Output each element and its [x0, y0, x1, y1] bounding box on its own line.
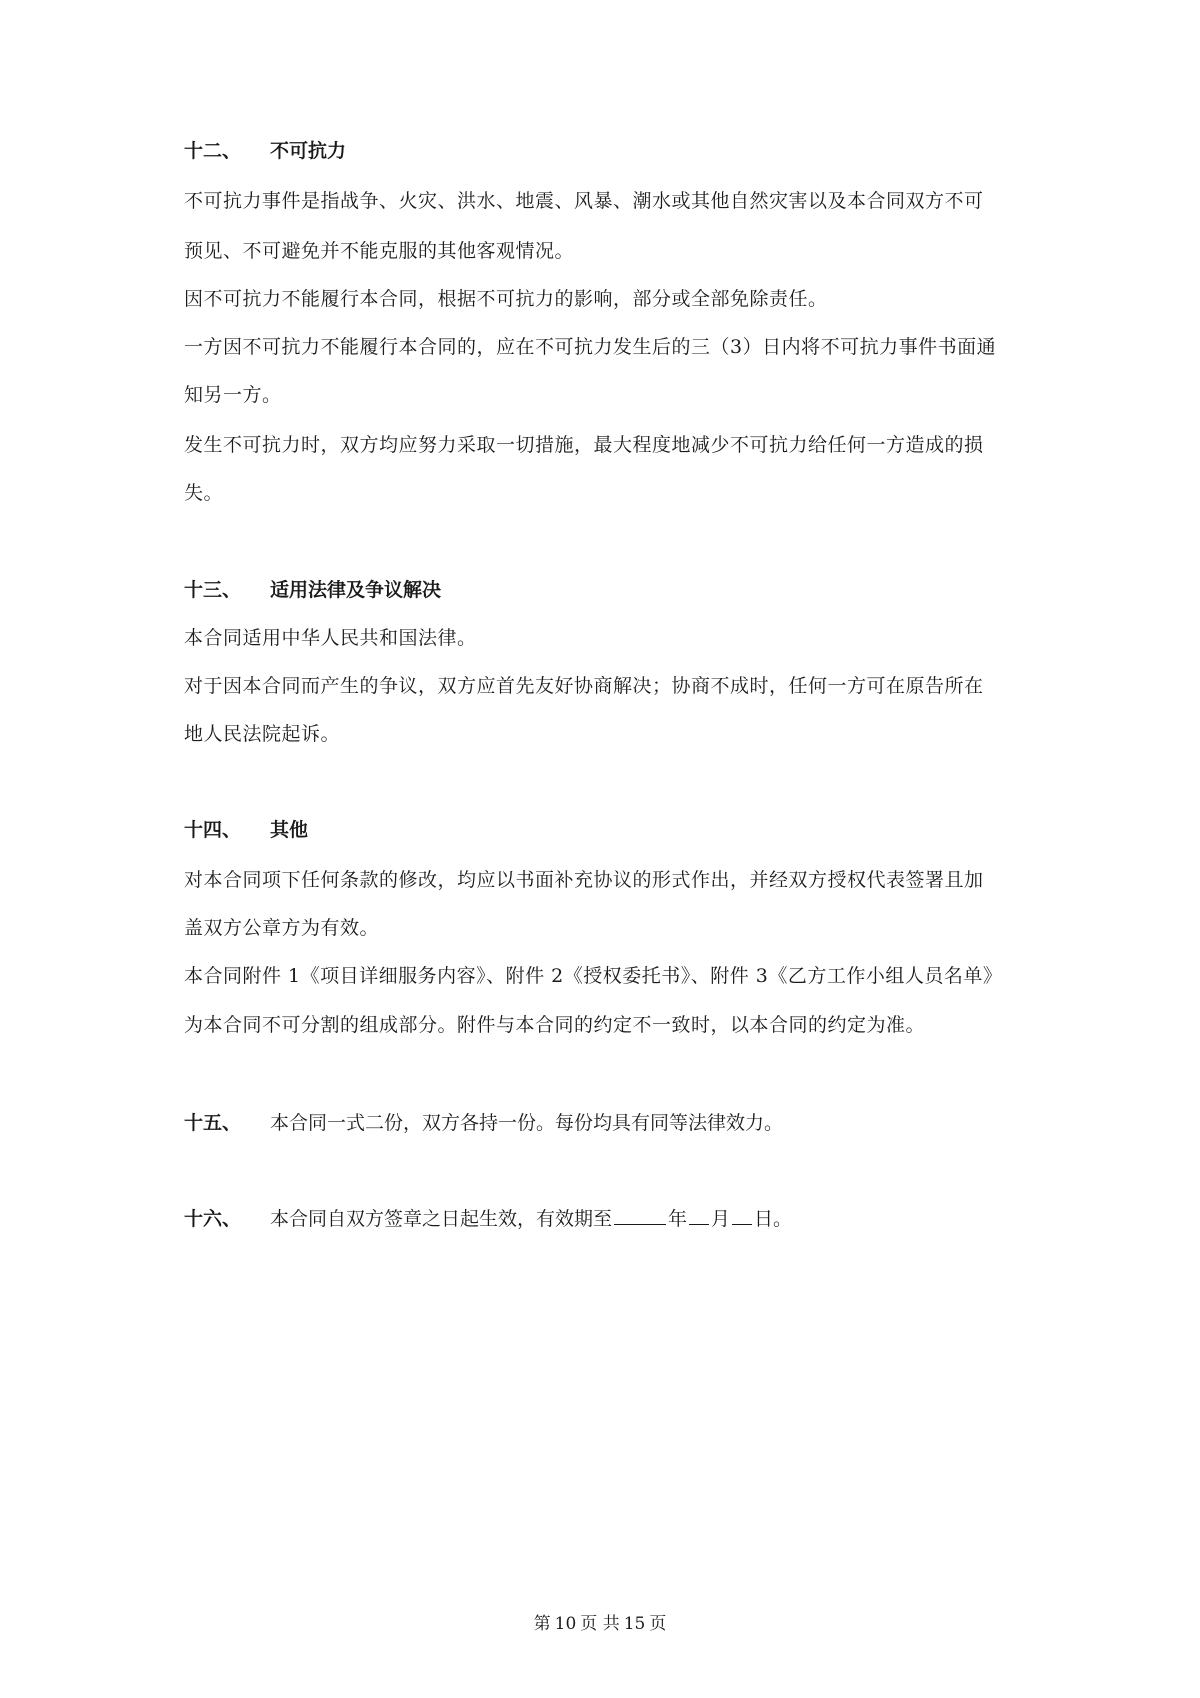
- clause-text: 本合同一式二份，双方各持一份。每份均具有同等法律效力。: [270, 1112, 784, 1134]
- section-title: 适用法律及争议解决: [270, 579, 442, 601]
- footer-suffix: 页: [649, 1614, 667, 1634]
- day-label: 日。: [754, 1208, 793, 1230]
- section-number: 十三、: [184, 579, 242, 601]
- clause-16: [184, 1204, 792, 1231]
- paragraph-line: 一方因不可抗力不能履行本合同的，应在不可抗力发生后的三（3）日内将不可抗力事件书面通: [184, 336, 997, 358]
- footer-page-number: 10: [554, 1614, 577, 1634]
- clause-number: 十六、: [184, 1208, 242, 1230]
- day-blank: [732, 1205, 752, 1225]
- footer-prefix: 第: [533, 1614, 551, 1634]
- paragraph-line: 为本合同不可分割的组成部分。附件与本合同的约定不一致时，以本合同的约定为准。: [184, 1014, 926, 1036]
- paragraph-line: 地人民法院起诉。: [184, 723, 341, 745]
- paragraph-line: 发生不可抗力时，双方均应努力采取一切措施，最大程度地减少不可抗力给任何一方造成的损: [184, 434, 984, 456]
- paragraph-line: 预见、不可避免并不能克服的其他客观情况。: [184, 240, 575, 262]
- paragraph-line: 不可抗力事件是指战争、火灾、洪水、地震、风暴、潮水或其他自然灾害以及本合同双方不可: [184, 190, 984, 212]
- clause-text: 本合同自双方签章之日起生效，有效期至: [270, 1208, 613, 1230]
- paragraph-line: 对于因本合同而产生的争议，双方应首先友好协商解决；协商不成时，任何一方可在原告所在: [184, 675, 984, 697]
- section-number: 十四、: [184, 819, 242, 841]
- section-14-heading: [184, 815, 308, 842]
- month-blank: [689, 1205, 709, 1225]
- paragraph-line: 失。: [184, 482, 224, 504]
- paragraph-line: 本合同附件 1《项目详细服务内容》、附件 2《授权委托书》、附件 3《乙方工作小组人员名单》: [184, 965, 1003, 987]
- section-number: 十二、: [184, 140, 242, 162]
- paragraph-line: 因不可抗力不能履行本合同，根据不可抗力的影响，部分或全部免除责任。: [184, 288, 828, 310]
- page-footer: [0, 1609, 1200, 1634]
- clause-number: 十五、: [184, 1112, 242, 1134]
- section-13-heading: [184, 575, 441, 602]
- section-title: 其他: [270, 819, 309, 841]
- paragraph-line: 知另一方。: [184, 384, 282, 406]
- footer-total-pages: 15: [623, 1614, 646, 1634]
- footer-mid: 页 共: [580, 1614, 620, 1634]
- paragraph-line: 盖双方公章方为有效。: [184, 917, 380, 939]
- section-title: 不可抗力: [270, 140, 347, 162]
- year-label: 年: [668, 1208, 688, 1230]
- paragraph-line: 本合同适用中华人民共和国法律。: [184, 627, 477, 649]
- section-12-heading: [184, 136, 346, 163]
- month-label: 月: [711, 1208, 731, 1230]
- clause-15: [184, 1108, 783, 1135]
- year-blank: [614, 1205, 666, 1225]
- paragraph-line: 对本合同项下任何条款的修改，均应以书面补充协议的形式作出，并经双方授权代表签署且加: [184, 869, 984, 891]
